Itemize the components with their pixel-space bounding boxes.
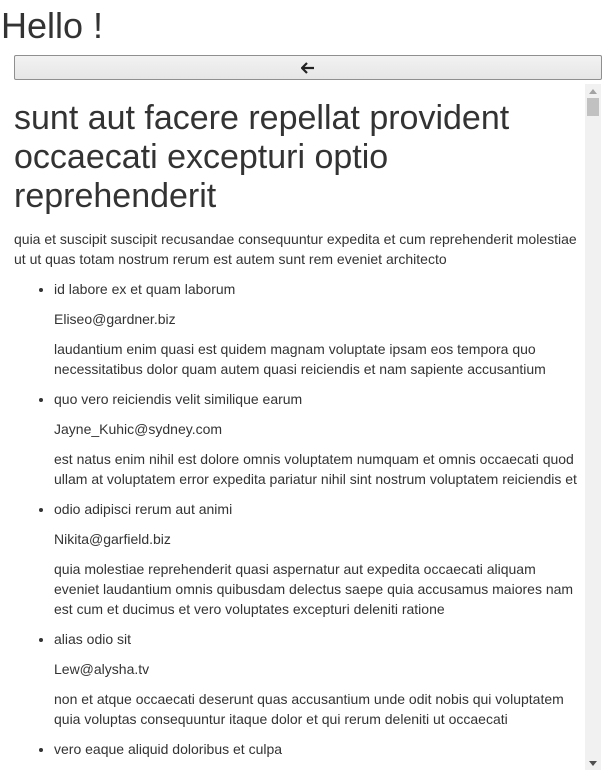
comment-name: • vero eaque aliquid doloribus et culpa — [54, 741, 283, 757]
comment-email: Jayne_Kuhic@sydney.com — [54, 421, 223, 437]
post-content — [14, 99, 582, 769]
comment-list — [14, 279, 582, 759]
comment-name: • id labore ex et quam laborum — [54, 281, 236, 297]
comment-name: • odio adipisci rerum aut animi — [54, 501, 233, 517]
comment-item — [54, 279, 582, 379]
post-scroll-area[interactable] — [0, 84, 601, 770]
comment-body: est natus enim nihil est dolore omnis voluptatem numquam et omnis occaecati quod ullam at voluptatem error expedita pariatur nihil sint nostrum voluptatem reiciendis et — [54, 451, 577, 487]
comment-name: • quo vero reiciendis velit similique earum — [54, 391, 303, 407]
comment-email: Nikita@garfield.biz — [54, 531, 171, 547]
comment-item — [54, 499, 582, 619]
comment-name: • alias odio sit — [54, 631, 132, 647]
comment-item — [54, 629, 582, 729]
comment-item — [54, 389, 582, 489]
scroll-up-arrow-icon[interactable] — [585, 84, 601, 98]
vertical-scrollbar[interactable] — [585, 84, 601, 770]
back-button[interactable] — [14, 55, 602, 80]
scroll-down-arrow-icon[interactable] — [585, 756, 601, 770]
comment-body: laudantium enim quasi est quidem magnam voluptate ipsam eos tempora quo necessitatibus dolor quam autem quasi reiciendis et nam sapiente accusantium — [54, 341, 546, 377]
comment-body: non et atque occaecati deserunt quas accusantium unde odit nobis qui voluptatem quia voluptas consequuntur itaque dolor et qui rerum deleniti ut occaecati — [54, 691, 564, 727]
scrollbar-thumb[interactable] — [587, 98, 599, 116]
comment-email: Eliseo@gardner.biz — [54, 311, 176, 327]
post-title: sunt aut facere repellat provident occaecati excepturi optio reprehenderit — [14, 99, 510, 215]
comment-email: Lew@alysha.tv — [54, 661, 150, 677]
greeting-heading: Hello ! — [1, 5, 104, 46]
post-body: quia et suscipit suscipit recusandae consequuntur expedita et cum reprehenderit molestiae ut ut quas totam nostrum rerum est autem sunt rem eveniet architecto — [14, 231, 577, 267]
comment-item — [54, 739, 582, 759]
arrow-left-icon — [301, 62, 315, 74]
comment-body: quia molestiae reprehenderit quasi aspernatur aut expedita occaecati aliquam eveniet laudantium omnis quibusdam delectus saepe quia accusamus maiores nam est cum et ducimus et vero voluptates excepturi deleniti ratione — [54, 561, 574, 617]
